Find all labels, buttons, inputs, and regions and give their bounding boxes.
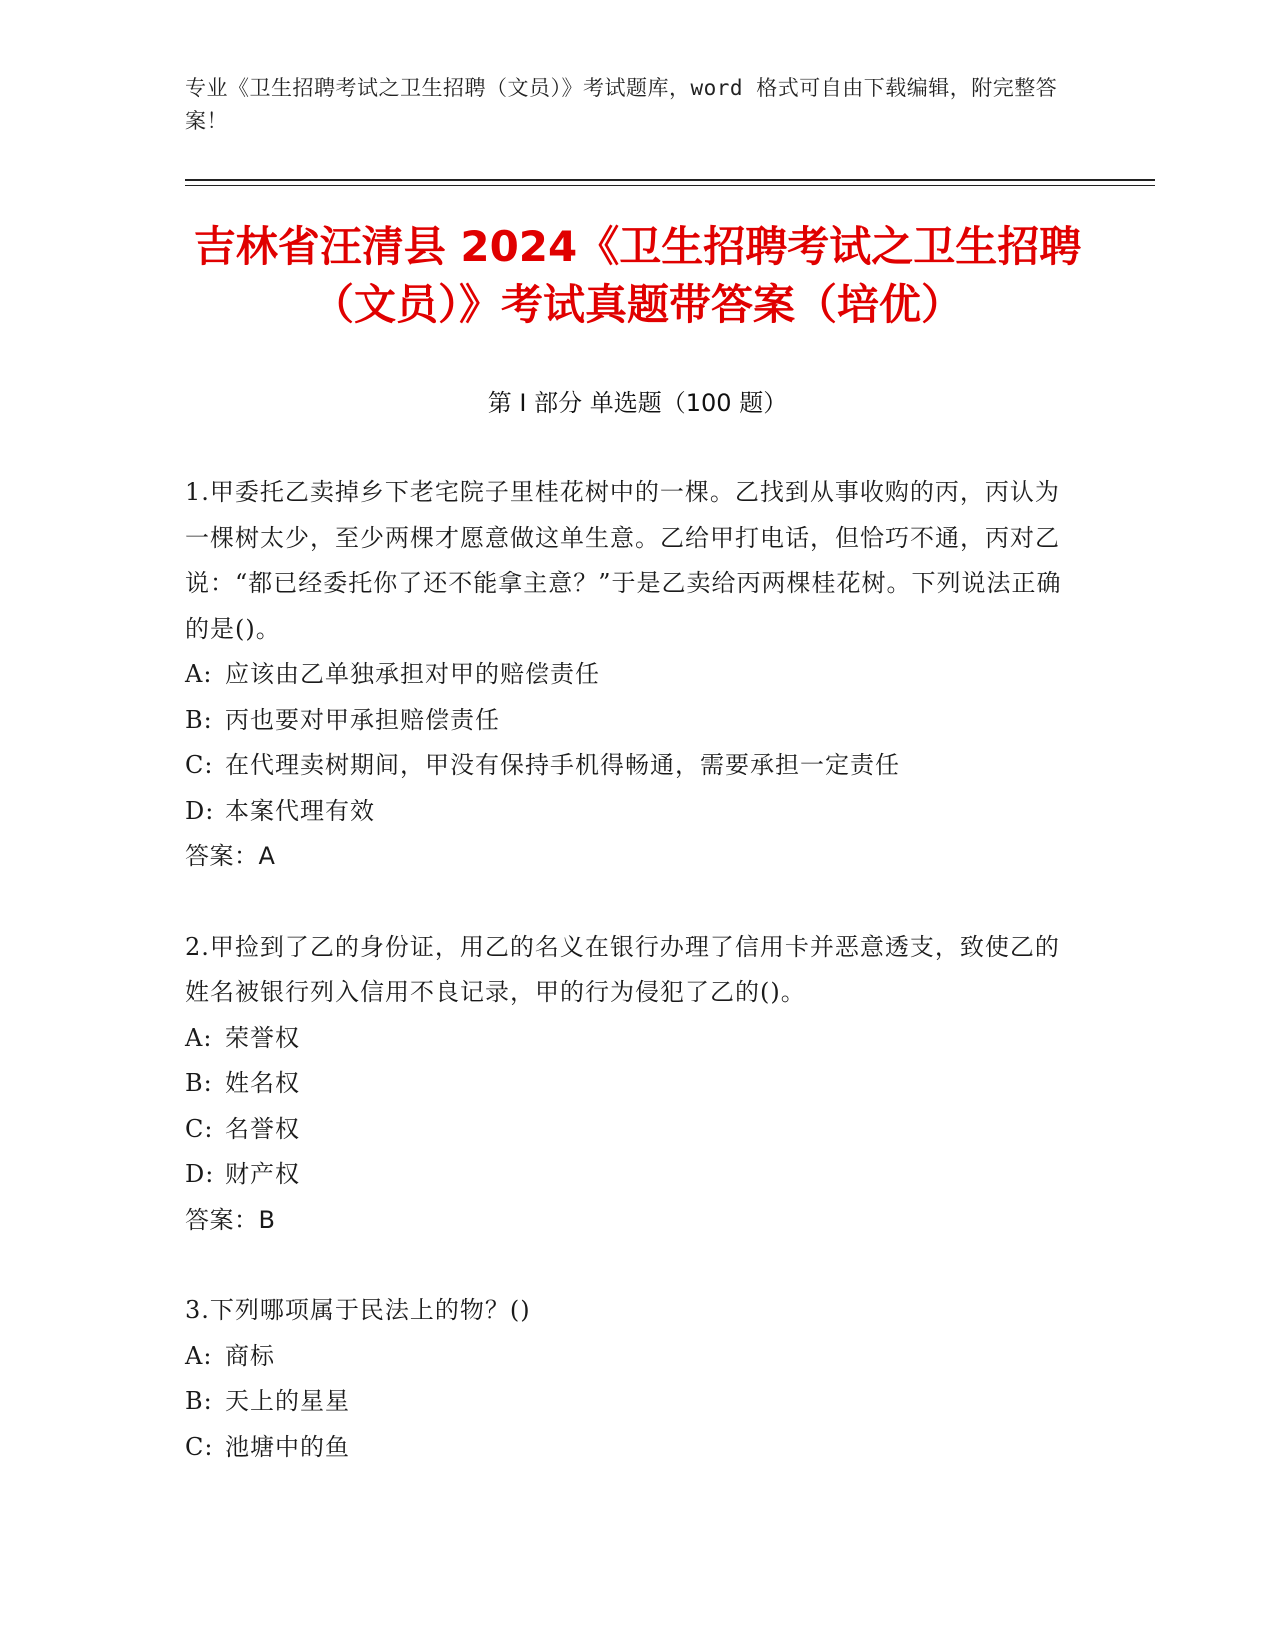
option-letter: B: [185, 1387, 213, 1415]
option-letter: C: [185, 1432, 214, 1461]
option-letter: A: [185, 660, 213, 688]
question-1 [185, 470, 1075, 880]
option-text: 荣誉权 [225, 1023, 300, 1052]
question-3 [185, 1288, 1075, 1470]
option-text: 财产权 [225, 1160, 300, 1188]
header-divider-thin [185, 185, 1155, 186]
option-letter: A: [185, 1023, 213, 1052]
option-c [185, 1425, 1075, 1471]
option-letter: B: [185, 705, 213, 734]
question-2 [185, 925, 1075, 1244]
question-stem: 1.甲委托乙卖掉乡下老宅院子里桂花树中的一棵。乙找到从事收购的丙，丙认为一棵树太少，至少两棵才愿意做这单生意。乙给甲打电话，但恰巧不通，丙对乙说：“都已经委托你了还不能拿主意？”于是乙卖给丙两棵桂花树。下列说法正确的是()。 [185, 478, 1062, 643]
answer-line: 答案：A [185, 842, 276, 870]
option-text: 应该由乙单独承担对甲的赔偿责任 [225, 660, 600, 688]
section-heading: 第 I 部分 单选题（100 题） [487, 389, 788, 417]
header-note: 专业《卫生招聘考试之卫生招聘（文员）》考试题库，word 格式可自由下载编辑，附完整答案！ [185, 76, 1058, 133]
option-text: 在代理卖树期间，甲没有保持手机得畅通，需要承担一定责任 [225, 751, 900, 779]
option-a [185, 1334, 1075, 1380]
option-b [185, 698, 1075, 744]
option-letter: B: [185, 1069, 213, 1097]
option-text: 池塘中的鱼 [225, 1432, 350, 1461]
option-text: 丙也要对甲承担赔偿责任 [225, 705, 500, 734]
option-c [185, 1107, 1075, 1153]
option-text: 姓名权 [225, 1069, 300, 1097]
option-b [185, 1061, 1075, 1107]
question-stem: 2.甲捡到了乙的身份证，用乙的名义在银行办理了信用卡并恶意透支，致使乙的姓名被银行列入信用不良记录，甲的行为侵犯了乙的()。 [185, 932, 1060, 1006]
option-text: 商标 [225, 1341, 275, 1370]
header-divider-thick [185, 179, 1155, 181]
option-a [185, 1016, 1075, 1062]
option-letter: C: [185, 1114, 214, 1143]
option-c [185, 743, 1075, 789]
option-text: 名誉权 [225, 1114, 300, 1143]
option-text: 本案代理有效 [225, 796, 375, 825]
question-stem: 3.下列哪项属于民法上的物？() [185, 1296, 531, 1324]
option-text: 天上的星星 [225, 1387, 350, 1415]
option-d [185, 1152, 1075, 1198]
option-b [185, 1379, 1075, 1425]
option-letter: D: [185, 796, 215, 825]
option-letter: D: [185, 1160, 215, 1188]
answer-line: 答案：B [185, 1205, 276, 1234]
option-a [185, 652, 1075, 698]
option-letter: A: [185, 1341, 213, 1370]
option-d [185, 789, 1075, 835]
document-title: 吉林省汪清县 2024《卫生招聘考试之卫生招聘（文员）》考试真题带答案（培优） [193, 222, 1082, 329]
option-letter: C: [185, 751, 214, 779]
question-list [185, 470, 1075, 1470]
